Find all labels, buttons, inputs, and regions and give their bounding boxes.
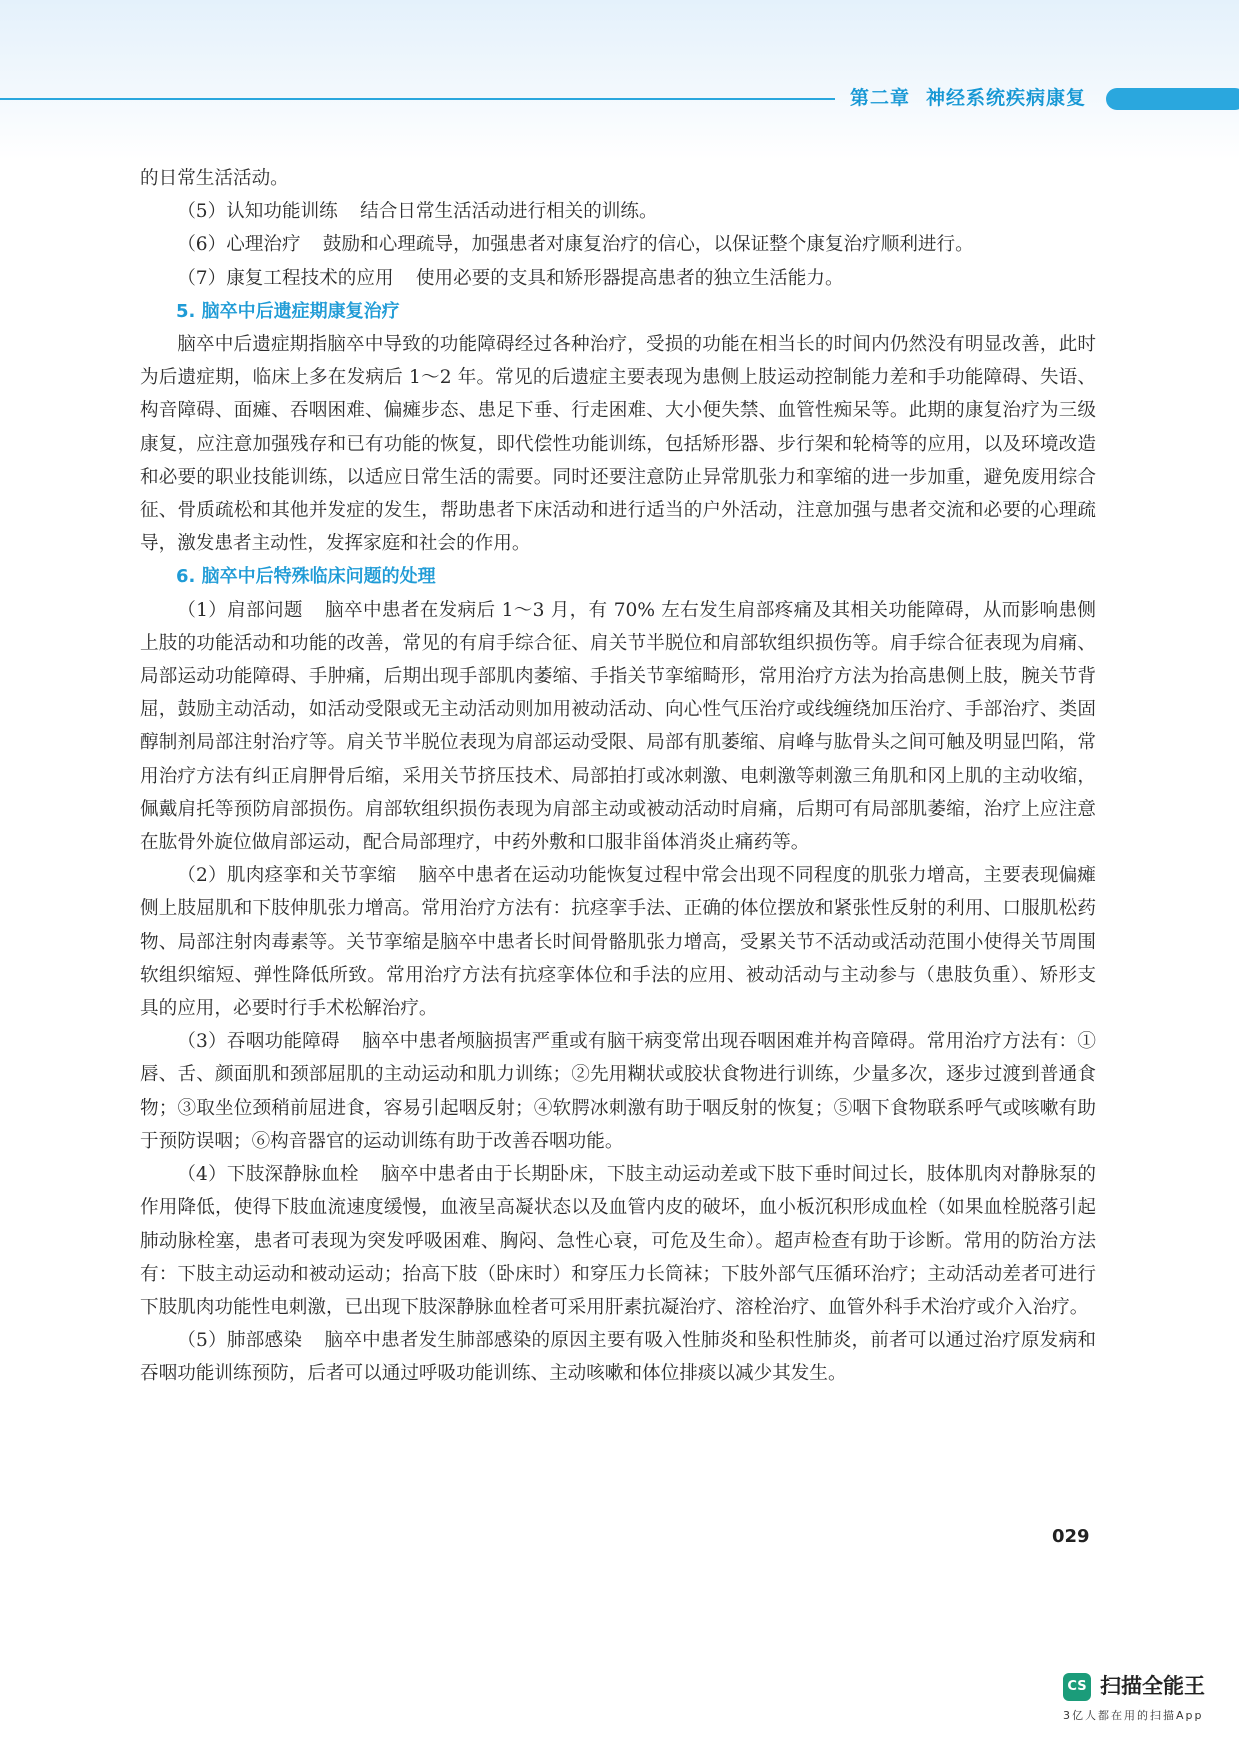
item-title: （3）吞咽功能障碍	[177, 1031, 340, 1053]
numbered-item	[140, 195, 1096, 228]
camscanner-logo-icon: CS	[1063, 1673, 1091, 1701]
body-paragraph: 脑卒中后遗症期指脑卒中导致的功能障碍经过各种治疗，受损的功能在相当长的时间内仍然没有明显改善，此时为后遗症期，临床上多在发病后 1～2 年。常见的后遗症主要表现为患侧上肢运动控制能力差和手功能障碍、失语、构音障碍、面瘫、吞咽困难、偏瘫步态、患足下垂、行走困难、大小便失禁、血管性痴呆等。此期的康复治疗为三级康复，应注意加强残存和已有功能的恢复，即代偿性功能训练，包括矫形器、步行架和轮椅等的应用，以及环境改造和必要的职业技能训练，以适应日常生活的需要。同时还要注意防止异常肌张力和挛缩的进一步加重，避免废用综合征、骨质疏松和其他并发症的发生，帮助患者下床活动和进行适当的户外活动，注意加强与患者交流和必要的心理疏导，激发患者主动性，发挥家庭和社会的作用。	[140, 334, 1096, 555]
item-title: （6）心理治疗	[177, 234, 301, 256]
numbered-item	[140, 859, 1096, 1025]
item-title: （5）肺部感染	[177, 1330, 303, 1352]
chapter-label: 第二章	[850, 87, 911, 109]
item-text: 脑卒中患者颅脑损害严重或有脑干病变常出现吞咽困难并构音障碍。常用治疗方法有：①唇、舌、颜面肌和颈部屈肌的主动运动和肌力训练；②先用糊状或胶状食物进行训练，少量多次，逐步过渡到普通食物；③取坐位颈稍前屈进食，容易引起咽反射；④软腭冰刺激有助于咽反射的恢复；⑤咽下食物联系呼气或咳嗽有助于预防误咽；⑥构音器官的运动训练有助于改善吞咽功能。	[140, 1031, 1096, 1152]
item-title: （5）认知功能训练	[177, 201, 338, 223]
item-text: 鼓励和心理疏导，加强患者对康复治疗的信心，以保证整个康复治疗顺利进行。	[322, 234, 974, 256]
item-title: （2）肌肉痉挛和关节挛缩	[177, 865, 397, 887]
chapter-title: 神经系统疾病康复	[926, 87, 1087, 109]
section-heading: 5. 脑卒中后遗症期康复治疗	[176, 300, 400, 322]
numbered-item	[140, 594, 1096, 860]
item-title: （1）肩部问题	[177, 599, 303, 621]
section-heading: 6. 脑卒中后特殊临床问题的处理	[176, 566, 436, 588]
numbered-item	[140, 228, 1096, 261]
header-tab-decoration	[1106, 88, 1239, 110]
watermark-app-name: 扫描全能王	[1100, 1674, 1205, 1698]
running-header	[850, 83, 1086, 113]
body-paragraph: 的日常生活活动。	[140, 168, 289, 189]
numbered-item	[140, 1158, 1096, 1324]
page-header	[0, 0, 1239, 160]
numbered-item	[140, 1025, 1096, 1158]
item-text: 脑卒中患者在发病后 1～3 月，有 70% 左右发生肩部疼痛及其相关功能障碍，从而影响患侧上肢的功能活动和功能的改善，常见的有肩手综合征、肩关节半脱位和肩部软组织损伤等。肩手综合征表现为肩痛、局部运动功能障碍、手肿痛，后期出现手部肌肉萎缩、手指关节挛缩畸形，常用治疗方法为抬高患侧上肢，腕关节背屈，鼓励主动活动，如活动受限或无主动活动则加用被动活动、向心性气压治疗或线缠绕加压治疗、手部治疗、类固醇制剂局部注射治疗等。肩关节半脱位表现为肩部运动受限、局部有肌萎缩、肩峰与肱骨头之间可触及明显凹陷，常用治疗方法有纠正肩胛骨后缩，采用关节挤压技术、局部拍打或冰刺激、电刺激等刺激三角肌和冈上肌的主动收缩，佩戴肩托等预防肩部损伤。肩部软组织损伤表现为肩部主动或被动活动时肩痛，后期可有局部肌萎缩，治疗上应注意在肱骨外旋位做肩部运动，配合局部理疗，中药外敷和口服非甾体消炎止痛药等。	[140, 599, 1096, 854]
item-text: 脑卒中患者由于长期卧床，下肢主动运动差或下肢下垂时间过长，肢体肌肉对静脉泵的作用降低，使得下肢血流速度缓慢，血液呈高凝状态以及血管内皮的破坏，血小板沉积形成血栓（如果血栓脱落引起肺动脉栓塞，患者可表现为突发呼吸困难、胸闷、急性心衰，可危及生命）。超声检查有助于诊断。常用的防治方法有：下肢主动运动和被动运动；抬高下肢（卧床时）和穿压力长筒袜；下肢外部气压循环治疗；主动活动差者可进行下肢肌肉功能性电刺激，已出现下肢深静脉血栓者可采用肝素抗凝治疗、溶栓治疗、血管外科手术治疗或介入治疗。	[140, 1164, 1096, 1318]
page-number: 029	[1052, 1526, 1090, 1547]
item-text: 结合日常生活活动进行相关的训练。	[360, 201, 658, 223]
item-text: 使用必要的支具和矫形器提高患者的独立生活能力。	[415, 267, 844, 289]
watermark-tagline: 3亿人都在用的扫描App	[1063, 1709, 1204, 1722]
header-rule	[0, 98, 835, 100]
numbered-item	[140, 1324, 1096, 1390]
numbered-item	[140, 262, 1096, 295]
item-title: （4）下肢深静脉血栓	[177, 1164, 359, 1186]
item-title: （7）康复工程技术的应用	[177, 267, 394, 289]
item-text: 脑卒中患者在运动功能恢复过程中常会出现不同程度的肌张力增高，主要表现偏瘫侧上肢屈肌和下肢伸肌张力增高。常用治疗方法有：抗痉挛手法、正确的体位摆放和紧张性反射的利用、口服肌松药物、局部注射肉毒素等。关节挛缩是脑卒中患者长时间骨骼肌张力增高，受累关节不活动或活动范围小使得关节周围软组织缩短、弹性降低所致。常用治疗方法有抗痉挛体位和手法的应用、被动活动与主动参与（患肢负重）、矫形支具的应用，必要时行手术松解治疗。	[140, 865, 1096, 1020]
item-text: 脑卒中患者发生肺部感染的原因主要有吸入性肺炎和坠积性肺炎，前者可以通过治疗原发病和吞咽功能训练预防，后者可以通过呼吸功能训练、主动咳嗽和体位排痰以减少其发生。	[140, 1330, 1096, 1385]
page-body	[140, 162, 1096, 1391]
